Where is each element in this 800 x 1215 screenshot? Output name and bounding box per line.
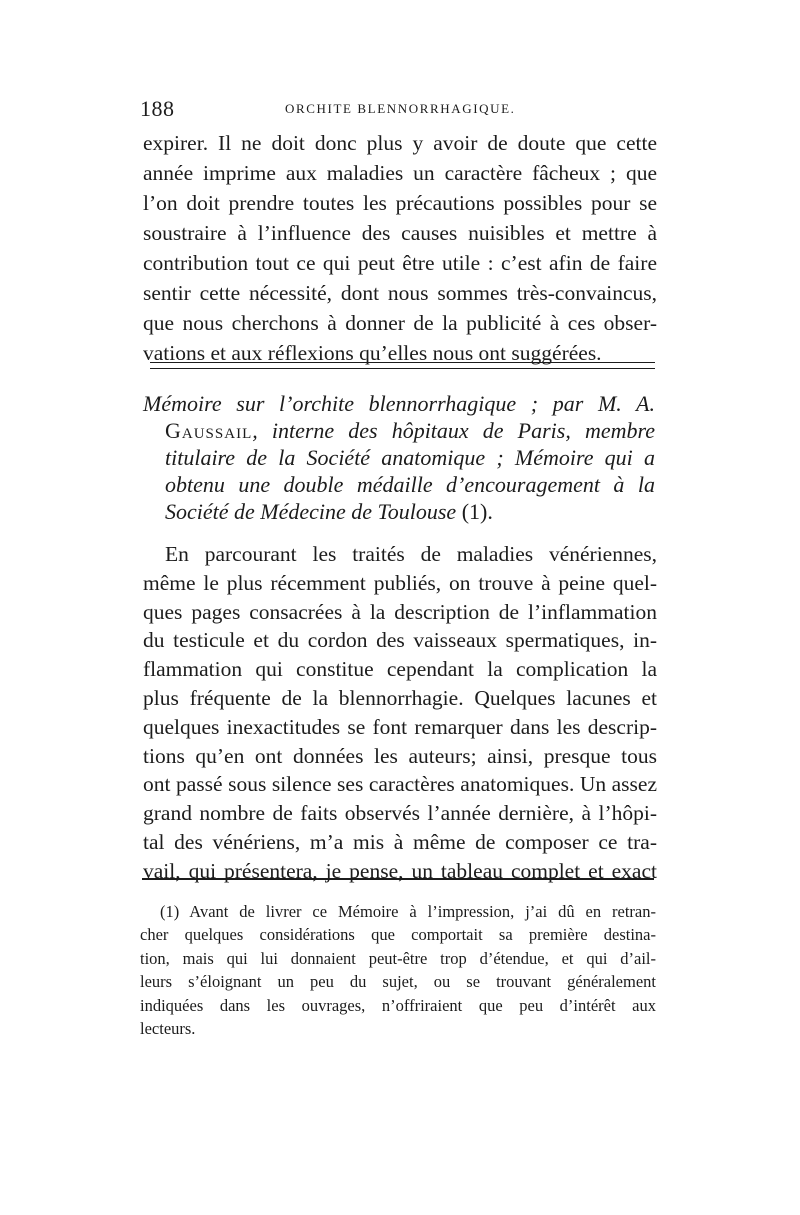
author-name: Gaussail — [165, 418, 253, 443]
text-line: contribution tout ce qui peut être utile : c’est afin de faire — [143, 251, 657, 275]
text-line: l’on doit prendre toutes les précautions possibles pour se — [143, 191, 657, 215]
text-line: même le plus récemment publiés, on trouve à peine quel- — [143, 570, 657, 595]
text-line: En parcourant les traités de maladies vénériennes, — [165, 542, 657, 566]
memoir-title — [143, 390, 655, 525]
footnote-line: tion, mais qui lui donnaient peut-être trop d’étendue, et qui d’ail- — [140, 948, 656, 968]
text-line: année imprime aux maladies un caractère fâcheux ; que — [143, 161, 657, 185]
text-line: vations et aux réflexions qu’elles nous ont suggérées. — [143, 341, 602, 365]
text-line: grand nombre de faits observés l’année dernière, à l’hôpi- — [143, 801, 657, 826]
title-line-text: Société de Médecine de Toulouse — [165, 499, 457, 524]
paragraph-continuation — [143, 128, 657, 368]
footnote-line: cher quelques considérations que comportait sa première destina- — [140, 925, 656, 945]
text-line: ques pages consacrées à la description de l’inflammation — [143, 599, 657, 624]
text-line: quelques inexactitudes se font remarquer dans les descrip- — [143, 714, 657, 739]
text-line: tions qu’en ont données les auteurs; ainsi, presque tous — [143, 743, 657, 768]
footnote-separator — [142, 878, 654, 880]
text-line: expirer. Il ne doit donc plus y avoir de doute que cette — [143, 131, 657, 155]
footnote-line: lecteurs. — [140, 1019, 196, 1039]
paragraph-introduction — [143, 540, 657, 886]
text-line: vail, qui présentera, je pense, un tableau complet et exact — [143, 858, 657, 883]
text-line: soustraire à l’influence des causes nuisibles et mettre à — [143, 221, 657, 245]
page-header — [140, 96, 660, 120]
text-line: ont passé sous silence ses caractères anatomiques. Un assez — [143, 772, 657, 797]
text-line: sentir cette nécessité, dont nous sommes très-convaincus, — [143, 281, 657, 305]
footnote-line: indiquées dans les ouvrages, n’offriraient que peu d’intérêt aux — [140, 995, 656, 1015]
running-title: ORCHITE BLENNORRHAGIQUE. — [285, 101, 516, 116]
title-line: Mémoire sur l’orchite blennorrhagique ; par M. A. — [143, 391, 655, 416]
title-line: titulaire de la Société anatomique ; Mémoire qui a — [165, 445, 655, 470]
footnote-reference: (1). — [461, 499, 493, 524]
footnote — [140, 900, 656, 1040]
section-divider — [150, 362, 655, 369]
text-line: plus fréquente de la blennorrhagie. Quelques lacunes et — [143, 685, 657, 710]
text-line: du testicule et du cordon des vaisseaux spermatiques, in- — [143, 628, 657, 653]
page-number: 188 — [140, 96, 175, 121]
title-line — [143, 417, 655, 444]
footnote-line: (1) Avant de livrer ce Mémoire à l’impression, j’ai dû en retran- — [160, 902, 656, 921]
title-line — [143, 498, 655, 525]
title-line: obtenu une double médaille d’encouragement à la — [165, 472, 655, 497]
text-line: que nous cherchons à donner de la publicité à ces obser- — [143, 311, 657, 335]
text-line: tal des vénériens, m’a mis à même de composer ce tra- — [143, 829, 657, 854]
text-line: flammation qui constitue cependant la complication la — [143, 657, 657, 682]
title-line-text: , interne des hôpitaux de Paris, membre — [252, 418, 655, 443]
footnote-line: leurs s’éloignant un peu du sujet, ou se trouvant généralement — [140, 972, 656, 992]
